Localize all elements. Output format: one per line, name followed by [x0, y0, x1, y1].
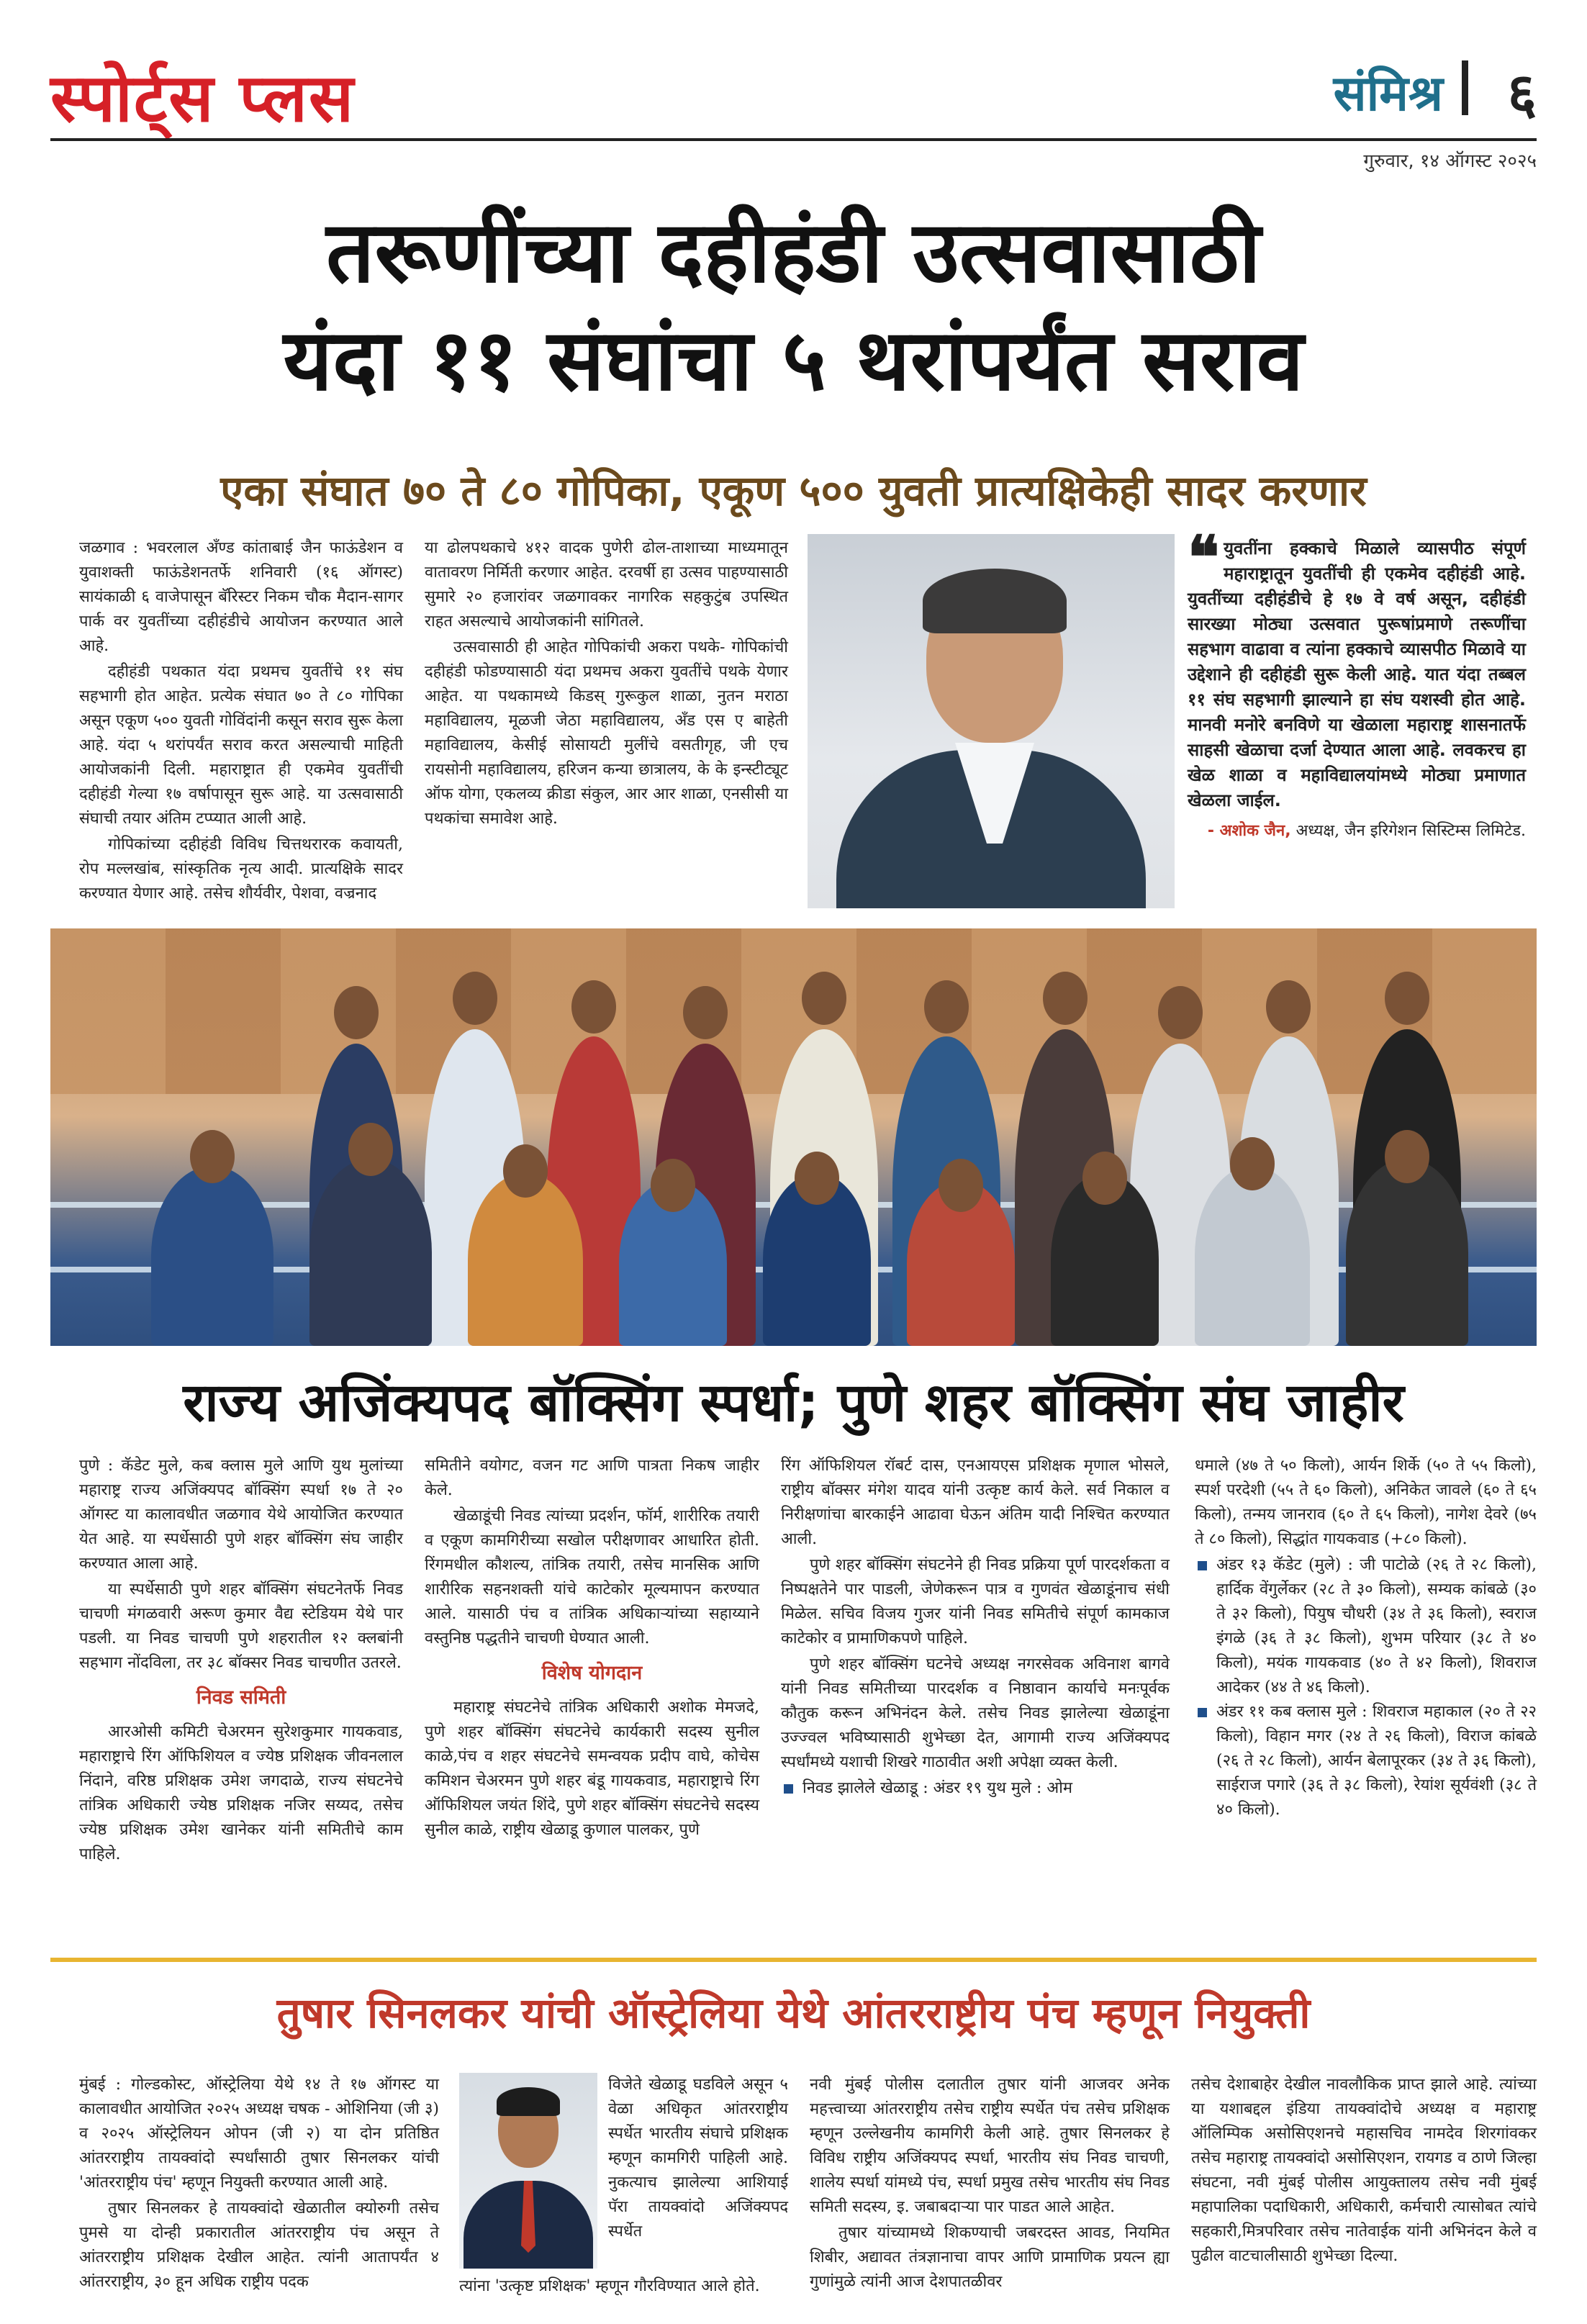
tushar-col4 — [1191, 2073, 1537, 2270]
weight-category-list — [1195, 1553, 1537, 1822]
paragraph: तसेच देशाबाहेर देखील नावलौकिक प्राप्त झाले आहे. त्यांच्या या यशाबद्दल इंडिया तायक्वांदोचे अध्यक्ष व महाराष्ट्र ऑलिम्पिक असोसिएशनचे महासचिव नामदेव शिरगांवकर तसेच महाराष्ट्र तायक्वांदो असोसिएशन, रायगड व ठाणे जिल्हा संघटना, नवी मुंबई पोलीस आयुक्तालय तसेच नवी मुंबई महापालिका पदाधिकारी, अधिकारी, कर्मचारी त्यासोबत त्यांचे सहकारी,मित्रपरिवार तसेच नातेवाईक यांनी अभिनंदन केले व पुढील वाटचालीसाठी शुभेच्छा दिल्या. — [1191, 2076, 1537, 2265]
boxing-headline: राज्य अजिंक्यपद बॉक्सिंग स्पर्धा; पुणे शहर बॉक्सिंग संघ जाहीर — [183, 1372, 1404, 1434]
page-number: ६ — [1507, 61, 1537, 127]
paragraph: समितीने वयोगट, वजन गट आणि पात्रता निकष जाहीर केले. — [425, 1457, 759, 1499]
main-headline-line1: तरूणींच्या दहीहंडी उत्सवासाठी — [326, 202, 1261, 302]
boxing-col1 — [79, 1454, 403, 1868]
list-item: निवड झालेले खेळाडू : अंडर १९ युथ मुले : ओम — [781, 1776, 1170, 1801]
tushar-col3 — [810, 2073, 1170, 2296]
tushar-sinalkar-portrait — [459, 2073, 597, 2269]
paragraph: जळगाव : भवरलाल अँण्ड कांताबाई जैन फाऊंडेशन व युवाशक्ती फाऊंडेशनतर्फे शनिवारी (१६ ऑगस्ट) सायंकाळी ६ वाजेपासून बॅरिस्टर निकम चौक मैदान-सागर पार्क वर युवतींच्या दहीहंडीचे आयोजन करण्यात आले आहे. — [79, 539, 403, 655]
masthead-separator — [1462, 60, 1468, 115]
issue-date: गुरुवार, १४ ऑगस्ट २०२५ — [1363, 150, 1537, 172]
paragraph: नवी मुंबई पोलीस दलातील तुषार यांनी आजवर अनेक महत्त्वाच्या आंतरराष्ट्रीय तसेच राष्ट्रीय स्पर्धेत पंच तसेच प्रशिक्षक म्हणून उल्लेखनीय कामगिरी केली आहे. तुषार सिनलकर हे विविध राष्ट्रीय अजिंक्यपद स्पर्धा, भारतीय संघ निवड चाचणी, शालेय स्पर्धा यांमध्ये पंच, स्पर्धा प्रमुख तसेच भारतीय संघ निवड समिती सदस्य, इ. जबाबदाऱ्या पार पाडत आले आहेत. — [810, 2076, 1170, 2216]
selected-players-list — [781, 1776, 1170, 1801]
quote-author-title: अध्यक्ष, जैन इरिगेशन सिस्टिम्स लिमिटेड. — [1296, 822, 1526, 840]
paragraph: या स्पर्धेसाठी पुणे शहर बॉक्सिंग संघटनेतर्फे निवड चाचणी मंगळवारी अरूण कुमार वैद्य स्टेडियम येथे पार पडली. या निवड चाचणी पुणे शहरातील १२ क्लबांनी सहभाग नोंदविला, तर ३८ बॉक्सर निवड चाचणीत उतरले. — [79, 1581, 403, 1672]
paragraph: रिंग ऑफिशियल रॉबर्ट दास, एनआयएस प्रशिक्षक मृणाल भोसले, राष्ट्रीय बॉक्सर मंगेश यादव यांनी उत्कृष्ट कार्य केले. सर्व निकाल व निरीक्षणांचा बारकाईने आढावा घेऊन अंतिम यादी निश्चित करण्यात आली. — [781, 1457, 1170, 1548]
masthead — [50, 50, 1537, 172]
paragraph: मुंबई : गोल्डकोस्ट, ऑस्ट्रेलिया येथे १४ ते १७ ऑगस्ट या कालावधीत आयोजित २०२५ अध्यक्ष चषक - ओशिनिया (जी ३) व २०२५ ऑस्ट्रेलियन ओपन (जी २) या दोन प्रतिष्ठित आंतरराष्ट्रीय तायक्वांदो स्पर्धांसाठी तुषार सिनलकर यांची 'आंतरराष्ट्रीय पंच' म्हणून नियुक्ती करण्यात आली आहे. — [79, 2076, 439, 2192]
boxing-col2 — [425, 1454, 759, 1844]
paragraph: धमाले (४७ ते ५० किलो), आर्यन शिर्के (५० ते ५५ किलो), स्पर्श परदेशी (५५ ते ६० किलो), अनिकेत जावले (६० ते ६५ किलो), तन्मय जानराव (६० ते ६५ किलो), नागेश देवरे (७५ ते ८० किलो), सिद्धांत गायकवाड (+८० किलो). — [1195, 1457, 1537, 1548]
tushar-col1 — [79, 2073, 439, 2296]
quote-text: युवतींना हक्काचे मिळाले व्यासपीठ संपूर्ण महाराष्ट्रातून युवतींची ही एकमेव दहीहंडी आहे. युवतींच्या दहीहंडीचे हे १७ वे वर्ष असून, दहीहंडी सारख्या मोठ्या उत्सवात पुरूषांप्रमाणे तरूणींचा सहभाग वाढावा व त्यांना हक्काचे व्यासपीठ मिळावे या उद्देशाने ही दहीहंडी सुरू केली आहे. यात यंदा तब्बल ११ संघ सहभागी झाल्याने हा संघ यशस्वी होत आहे. मानवी मनोरे बनविणे या खेळाला महाराष्ट्र शासनातर्फे साहसी खेळाचा दर्जा देण्यात आला आहे. लवकरच हा खेळ शाळा व महाविद्यालयांमध्ये मोठ्या प्रमाणात खेळला जाईल. — [1188, 538, 1526, 810]
paragraph: उत्सवासाठी ही आहेत गोपिकांची अकरा पथके- गोपिकांची दहीहंडी फोडण्यासाठी यंदा प्रथमच अकरा युवतींचे पथके येणार आहेत. या पथकामध्ये किडस् गुरूकुल शाळा, नुतन मराठा महाविद्यालय, मूळजी जेठा महाविद्यालय, अँड एस ए बाहेती महाविद्यालय, केसीई सोसायटी मुलींचे वसतीगृह, जी एच रायसोनी महाविद्यालय, हरिजन कन्या छात्रालय, के के इन्स्टीट्यूट ऑफ योगा, एकलव्य क्रीडा संकुल, आर आर शाळा, एनसीसी या पथकांचा समावेश आहे. — [425, 638, 788, 828]
paragraph: तुषार सिनलकर हे तायक्वांदो खेळातील क्योरुगी तसेच पुमसे या दोन्ही प्रकारातील आंतरराष्ट्रीय पंच असून ते आंतरराष्ट्रीय प्रशिक्षक देखील आहेत. त्यांनी आतापर्यंत ४ आंतरराष्ट्रीय, ३० हून अधिक राष्ट्रीय पदक — [79, 2199, 439, 2291]
list-item: अंडर १३ कॅडेट (मुले) : जी पाटोळे (२६ ते २८ किलो), हार्दिक वेंगुर्लेकर (२८ ते ३० किलो), सम्यक कांबळे (३० ते ३२ किलो), पियुष चौधरी (३४ ते ३६ किलो), स्वराज इंगळे (३६ ते ३८ किलो), शुभम परियार (३८ ते ४० किलो), मयंक गायकवाड (४० ते ४२ किलो), शिवराज आदेकर (४४ ते ४६ किलो). — [1195, 1553, 1537, 1700]
ashok-jain-portrait — [808, 534, 1175, 908]
subheading-special-contribution: विशेष योगदान — [541, 1662, 643, 1684]
main-story-col2 — [425, 536, 788, 833]
list-item: अंडर ११ कब क्लास मुले : शिवराज महाकाल (२० ते २२ किलो), विहान मगर (२४ ते २६ किलो), विराज कांबळे (२६ ते २८ किलो), आर्यन बेलापूरकर (३४ ते ३६ किलो), साईराज पगारे (३६ ते ३८ किलो), रेयांश सूर्यवंशी (३८ ते ४० किलो). — [1195, 1700, 1537, 1822]
paragraph: महाराष्ट्र संघटनेचे तांत्रिक अधिकारी अशोक मेमजदे, पुणे शहर बॉक्सिंग संघटनेचे कार्यकारी सदस्य सुनील काळे,पंच व शहर संघटनेचे समन्वयक प्रदीप वाघे, कोचेस कमिशन चेअरमन पुणे शहर बंडू गायकवाड, महाराष्ट्राचे रिंग ऑफिशियल जयंत शिंदे, पुणे शहर बॉक्सिंग संघटनेचे सदस्य सुनील काळे, राष्ट्रीय खेळाडू कुणाल पालकर, पुणे — [425, 1699, 759, 1839]
section-name: संमिश्र — [1333, 65, 1443, 122]
quote-author: - अशोक जैन, — [1207, 822, 1291, 840]
quote-attribution — [1188, 820, 1526, 842]
paragraph: तुषार यांच्यामध्ये शिकण्याची जबरदस्त आवड, नियमित शिबीर, अद्यावत तंत्रज्ञानाचा वापर आणि प्रामाणिक प्रयत्न ह्या गुणांमुळे त्यांनी आज देशपातळीवर — [810, 2224, 1170, 2291]
paragraph: गोपिकांच्या दहीहंडी विविध चित्तथरारक कवायती, रोप मल्लखांब, सांस्कृतिक नृत्य आदी. प्रात्यक्षिके सादर करण्यात येणार आहे. तसेच शौर्यवीर, पेशवा, वज्रनाद — [79, 836, 403, 903]
paragraph: आरओसी कमिटी चेअरमन सुरेशकुमार गायकवाड, महाराष्ट्राचे रिंग ऑफिशियल व ज्येष्ठ प्रशिक्षक जीवनलाल निंदाने, वरिष्ठ प्रशिक्षक उमेश जगदाळे, राज्य संघटनेचे तांत्रिक अधिकारी ज्येष्ठ प्रशिक्षक नजिर सय्यद, तसेच ज्येष्ठ प्रशिक्षक उमेश खानेकर यांनी समितीचे काम पाहिले. — [79, 1723, 403, 1863]
paragraph: त्यांना 'उत्कृष्ट प्रशिक्षक' म्हणून गौरविण्यात आले होते. — [459, 2277, 760, 2295]
tushar-headline: तुषार सिनलकर यांची ऑस्ट्रेलिया येथे आंतरराष्ट्रीय पंच म्हणून नियुक्ती — [276, 1989, 1311, 2038]
main-headline-line2: यंदा ११ संघांचा ५ थरांपर्यंत सराव — [283, 310, 1304, 410]
boxing-col3 — [781, 1454, 1170, 1801]
paragraph: पुणे शहर बॉक्सिंग घटनेचे अध्यक्ष नगरसेवक अविनाश बागवे यांनी निवड समितीच्या पारदर्शक व निष्ठावान कार्याचे मनःपूर्वक कौतुक करून अभिनंदन केले. तसेच निवड झालेल्या खेळाडूंना उज्ज्वल भविष्यासाठी शुभेच्छा देत, आगामी राज्य अजिंक्यपद स्पर्धांमध्ये यशाची शिखरे गाठावीत अशी अपेक्षा व्यक्त केली. — [781, 1655, 1170, 1771]
paragraph: दहीहंडी पथकात यंदा प्रथमच युवतींचे ११ संघ सहभागी होत आहेत. प्रत्येक संघात ७० ते ८० गोपिका असून एकूण ५०० युवती गोविंदांनी कसून सराव सुरू केला आहे. यंदा ५ थरांपर्यंत सराव करत असल्याची माहिती आयोजकांनी दिली. महाराष्ट्रात ही एकमेव युवतींची दहीहंडी गेल्या १७ वर्षापासून सुरू आहे. या उत्सवासाठी संघाची तयार अंतिम टप्प्यात आली आहे. — [79, 663, 403, 828]
tushar-col2a — [608, 2073, 788, 2246]
section-divider — [50, 1958, 1537, 1962]
subheading-selection-committee: निवड समिती — [196, 1686, 286, 1709]
quote-box — [1188, 523, 1526, 842]
main-subheadline: एका संघात ७० ते ८० गोपिका, एकूण ५०० युवती प्रात्यक्षिकेही सादर करणार — [220, 466, 1367, 515]
boxing-team-photo — [50, 928, 1537, 1346]
paragraph: पुणे : कॅडेट मुले, कब क्लास मुले आणि युथ मुलांच्या महाराष्ट्र राज्य अजिंक्यपद बॉक्सिंग स्पर्धा १७ ते २० ऑगस्ट या कालावधीत जळगाव येथे आयोजित करण्यात येत आहे. या स्पर्धेसाठी पुणे शहर बॉक्सिंग संघ जाहीर करण्यात आला आहे. — [79, 1457, 403, 1573]
quote-mark-icon: ❝ — [1188, 523, 1220, 592]
paragraph: विजेते खेळाडू घडविले असून ५ वेळा अधिकृत आंतरराष्ट्रीय स्पर्धेत भारतीय संघाचे प्रशिक्षक म्हणून कामगिरी पाहिली आहे. नुकत्याच झालेल्या आशियाई पॅरा तायक्वांदो अजिंक्यपद स्पर्धेत — [608, 2076, 788, 2241]
brand-logo: स्पोर्ट्स प्लस — [50, 59, 356, 137]
masthead-rule — [50, 138, 1537, 141]
main-story-col1 — [79, 536, 403, 908]
boxing-col4 — [1195, 1454, 1537, 1822]
paragraph: या ढोलपथकाचे ४१२ वादक पुणेरी ढोल-ताशाच्या माध्यमातून वातावरण निर्मिती करणार आहेत. दरवर्षी हा उत्सव पाहण्यासाठी सुमारे २० हजारांवर जळगावकर नागरिक सहकुटुंब उपस्थित राहत असल्याचे आयोजकांनी सांगितले. — [425, 539, 788, 630]
paragraph: पुणे शहर बॉक्सिंग संघटनेने ही निवड प्रक्रिया पूर्ण पारदर्शकता व निष्पक्षतेने पार पाडली, जेणेकरून पात्र व गुणवंत खेळाडूंनाच संधी मिळेल. सचिव विजय गुजर यांनी निवड समितीचे संपूर्ण कामकाज काटेकोर व प्रामाणिकपणे पाहिले. — [781, 1556, 1170, 1647]
paragraph: खेळाडूंची निवड त्यांच्या प्रदर्शन, फॉर्म, शारीरिक तयारी व एकूण कामगिरीच्या सखोल परीक्षणावर आधारित होती. रिंगमधील कौशल्य, तांत्रिक तयारी, तसेच मानसिक आणि शारीरिक सहनशक्ती यांचे काटेकोर मूल्यमापन करण्यात आले. यासाठी पंच व तांत्रिक अधिकाऱ्यांच्या सहाय्याने वस्तुनिष्ठ पद्धतीने चाचणी घेण्यात आली. — [425, 1507, 759, 1647]
tushar-col2b — [459, 2274, 788, 2300]
